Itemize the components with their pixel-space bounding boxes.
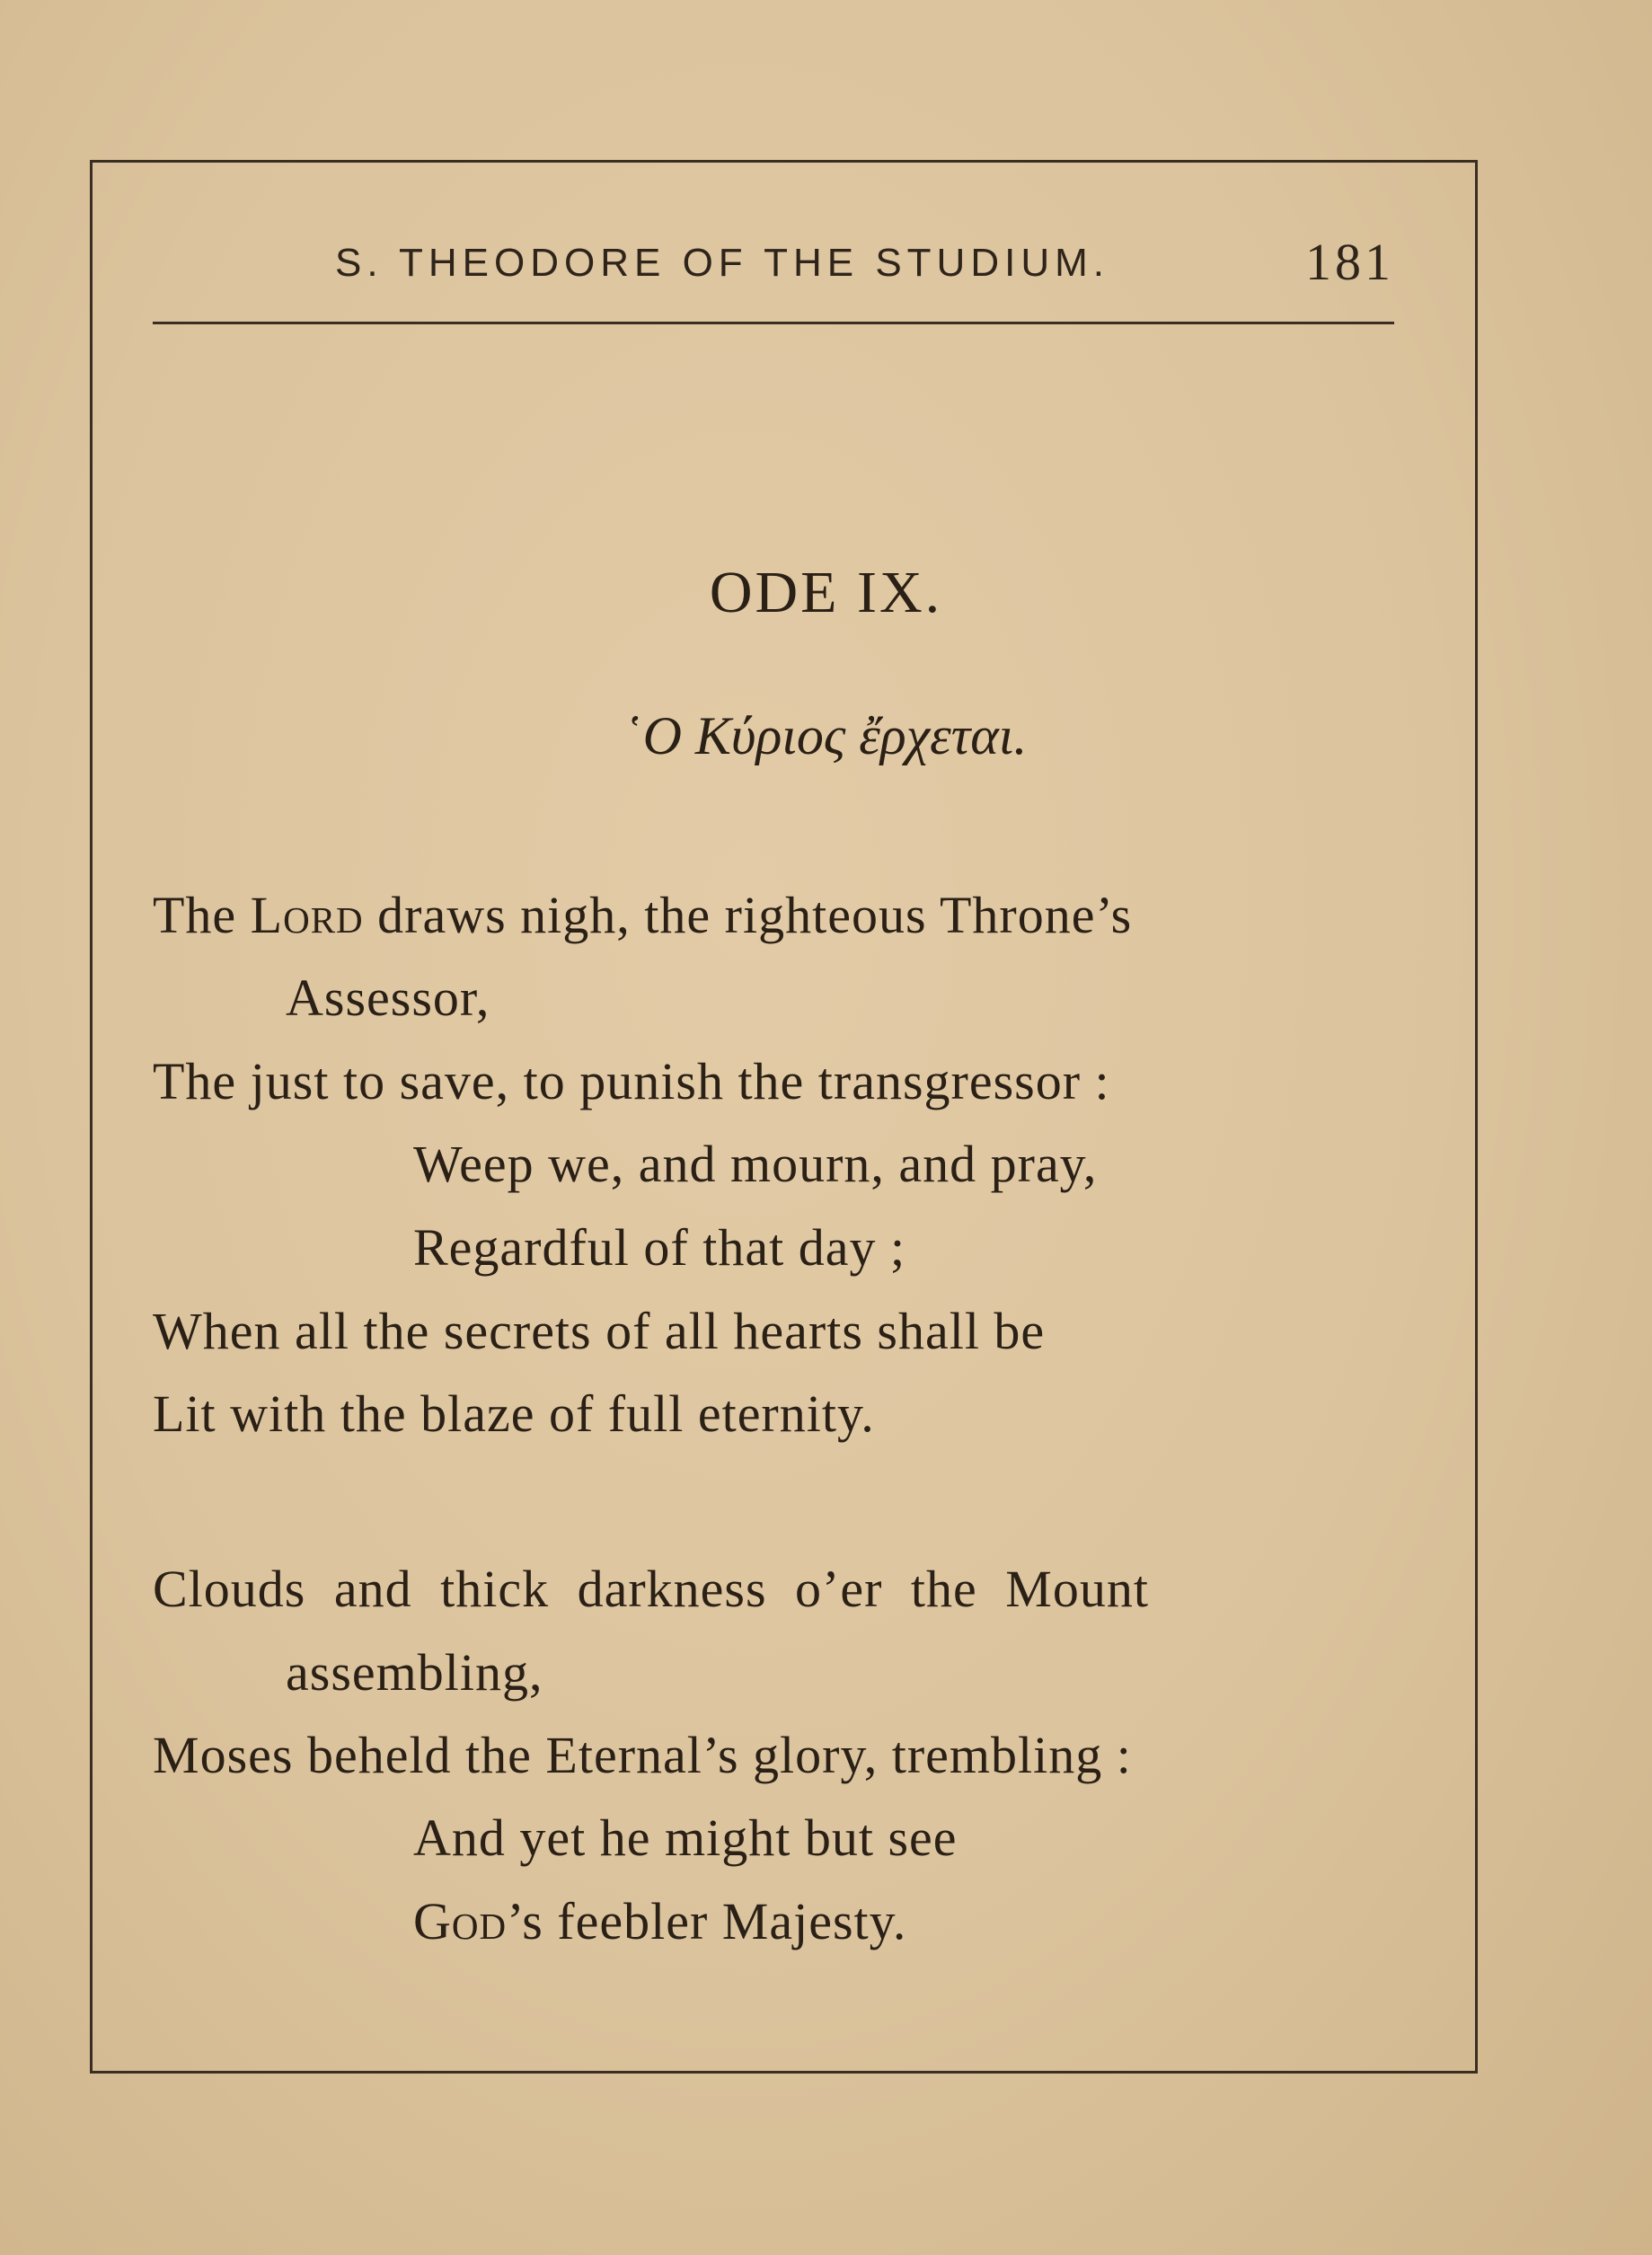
poem-line: Clouds and thick darkness o’er the Mount: [153, 1560, 1149, 1618]
poem-line: The just to save, to punish the transgressor :: [153, 1052, 1110, 1110]
small-caps-word: Lord: [250, 886, 364, 944]
ode-title: ODE IX.: [709, 560, 943, 625]
poem-line: Lit with the blaze of full eternity.: [153, 1384, 875, 1443]
running-head-title: S. THEODORE OF THE STUDIUM.: [335, 241, 1109, 285]
poem-line: Moses beheld the Eternal’s glory, trembling :: [153, 1726, 1132, 1784]
running-header: [153, 232, 1394, 295]
poem-line: Weep we, and mourn, and pray,: [413, 1135, 1098, 1193]
poem-line: Assessor,: [286, 968, 490, 1027]
header-rule: [153, 322, 1394, 324]
poem-line: assembling,: [286, 1643, 543, 1702]
poem-line: When all the secrets of all hearts shall be: [153, 1302, 1046, 1360]
small-caps-word: God: [413, 1892, 508, 1950]
page-number: 181: [1305, 233, 1394, 291]
poem-line: God’s feebler Majesty.: [413, 1892, 907, 1950]
poem-line: The Lord draws nigh, the righteous Throne’s: [153, 886, 1133, 944]
page-border-frame: [90, 160, 1478, 2074]
poem-line: Regardful of that day ;: [413, 1218, 906, 1277]
poem-line: And yet he might but see: [413, 1808, 958, 1867]
greek-incipit: ῾Ο Κύριος ἔρχεται.: [624, 706, 1028, 765]
